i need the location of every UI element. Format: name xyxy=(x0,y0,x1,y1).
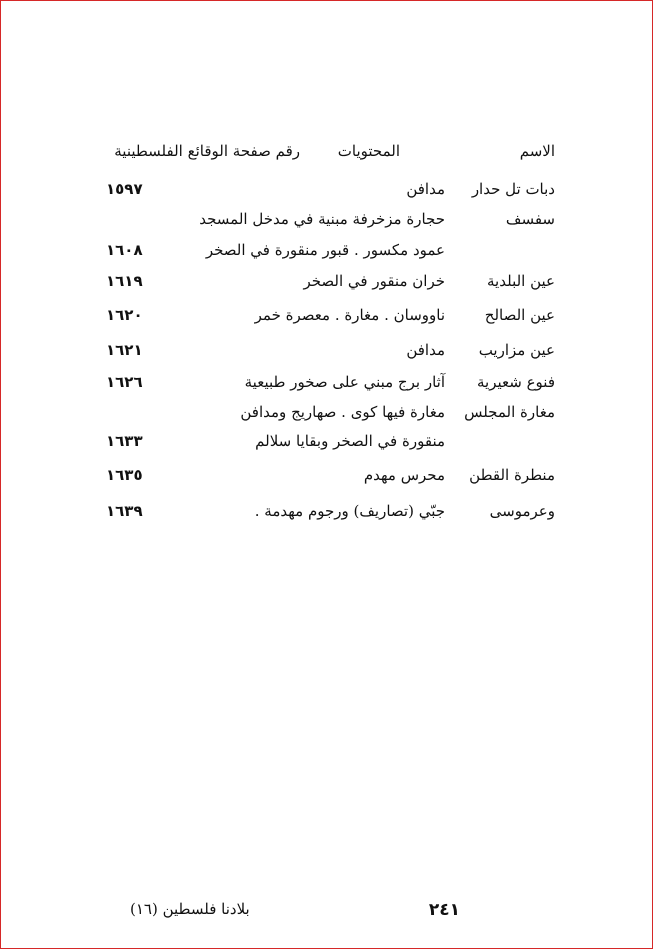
table-row xyxy=(100,306,555,334)
table-row xyxy=(100,272,555,300)
row-contents: جبّي (تصاريف) ورجوم مهدمة . xyxy=(254,502,445,520)
row-name: مغارة المجلس xyxy=(464,403,555,421)
table-header xyxy=(100,142,555,168)
table-row xyxy=(100,341,555,369)
row-page: ١٦٢٠ xyxy=(106,306,143,324)
row-contents: ناووسان . مغارة . معصرة خمر xyxy=(254,306,445,324)
table-row xyxy=(100,210,555,238)
header-contents: المحتويات xyxy=(337,142,400,160)
row-page: ١٦٢١ xyxy=(106,341,143,359)
row-page: ١٦٣٣ xyxy=(106,432,143,450)
row-name: عين الصالح xyxy=(484,306,555,324)
page-footer xyxy=(130,900,460,924)
row-name: عين مزاريب xyxy=(478,341,555,359)
row-contents: آثار برج مبني على صخور طبيعية xyxy=(244,373,445,391)
row-name: منطرة القطن xyxy=(469,466,555,484)
row-page: ١٦٣٩ xyxy=(106,502,143,520)
row-contents: مدافن xyxy=(406,180,445,198)
table-row xyxy=(100,502,555,530)
row-name: عين البلدية xyxy=(487,272,555,290)
row-contents: مغارة فيها كوى . صهاريج ومدافن xyxy=(240,403,445,421)
table-row xyxy=(100,432,555,460)
row-contents: مدافن xyxy=(406,341,445,359)
row-name: فنوع شعيرية xyxy=(477,373,555,391)
table-row xyxy=(100,180,555,208)
table-row xyxy=(100,241,555,269)
row-contents: منقورة في الصخر وبقايا سلالم xyxy=(255,432,445,450)
header-page-ref: رقم صفحة الوقائع الفلسطينية xyxy=(114,142,300,160)
row-name: دبات تل حدار xyxy=(471,180,555,198)
table-row xyxy=(100,373,555,401)
row-contents: عمود مكسور . قبور منقورة في الصخر xyxy=(205,241,445,259)
row-page: ١٥٩٧ xyxy=(106,180,143,198)
row-contents: حجارة مزخرفة مبنية في مدخل المسجد xyxy=(199,210,445,228)
table-row xyxy=(100,466,555,494)
row-page: ١٦٠٨ xyxy=(106,241,143,259)
header-name: الاسم xyxy=(519,142,555,160)
row-contents: خران منقور في الصخر xyxy=(303,272,445,290)
table-row xyxy=(100,403,555,431)
row-name: وعرموسى xyxy=(489,502,555,520)
row-contents: محرس مهدم xyxy=(363,466,445,484)
row-page: ١٦٢٦ xyxy=(106,373,143,391)
row-page: ١٦١٩ xyxy=(106,272,143,290)
book-title: بلادنا فلسطين (١٦) xyxy=(130,900,250,918)
page-number: ٢٤١ xyxy=(428,900,460,920)
row-page: ١٦٣٥ xyxy=(106,466,143,484)
row-name: سفسف xyxy=(505,210,555,228)
